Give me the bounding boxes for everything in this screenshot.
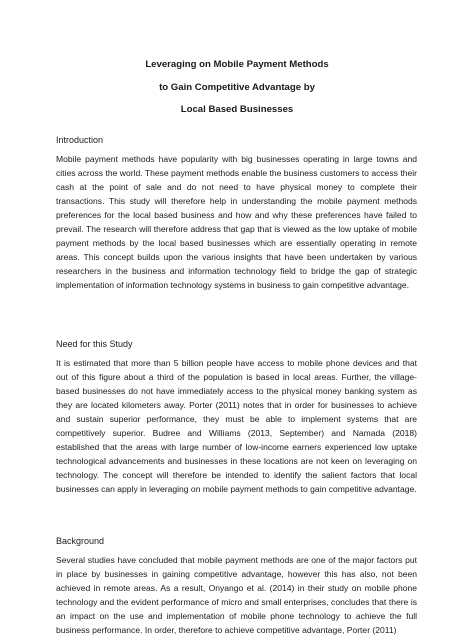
section-heading-introduction: Introduction <box>56 135 104 145</box>
title-line-1: Leveraging on Mobile Payment Methods <box>145 59 329 70</box>
title-line-2: to Gain Competitive Advantage by <box>159 81 315 93</box>
section-heading-background: Background <box>56 536 105 546</box>
document-title <box>0 54 474 122</box>
section-heading-need-for-study: Need for this Study <box>56 339 133 349</box>
background-paragraph: Several studies have concluded that mobile payment methods are one of the major factors put in place by businesses in gaining competitive advantage, however this has also, not been achieved in remote areas. As a result, Onyango et al. (2014) in their study on mobile phone technology and the evident performance of micro and small enterprises, concludes that there is an impact on the use and implementation of mobile phone technology to achieve the full business performance. In order, therefore to achieve competitive advantage, Porter (2011) <box>56 555 417 636</box>
need-for-study-paragraph: It is estimated that more than 5 billion people have access to mobile phone devices and that out of this figure about a third of the population is based in local areas. Further, the village-based businesses do not have immediately access to the physical money banking system as they are located kilometers away. Porter (2011) notes that in order for businesses to achieve and sustain superior performance, they must be able to implement systems that are competitively superior. Budree and Williams (2013, September) and Namada (2018) established that the areas with large number of low-income earners experienced low uptake technological advancements and businesses in these locations are not keen on leveraging on technology. The concept will therefore be intended to identify the salient factors that local businesses can apply in leveraging on mobile payment methods to gain competitive advantage. <box>56 358 417 495</box>
introduction-paragraph: Mobile payment methods have popularity with big businesses operating in large towns and cities across the world. These payment methods enable the business customers to access their cash at the point of sale and do not need to have physical money to complete their transactions. This study will therefore help in understanding the mobile payment methods preferences for the local based business and how and why these preferences have failed to prevail. The research will therefore address that gap that is viewed as the low uptake of mobile payment methods by the local based businesses which are essentially operating in remote areas. This concept builds upon the various insights that have been undertaken by various researchers in the business and information technology field to bridge the gap of strategic implementation of information technology systems in business to gain competitive advantage. <box>56 154 417 291</box>
title-line-3: Local Based Businesses <box>180 104 294 115</box>
